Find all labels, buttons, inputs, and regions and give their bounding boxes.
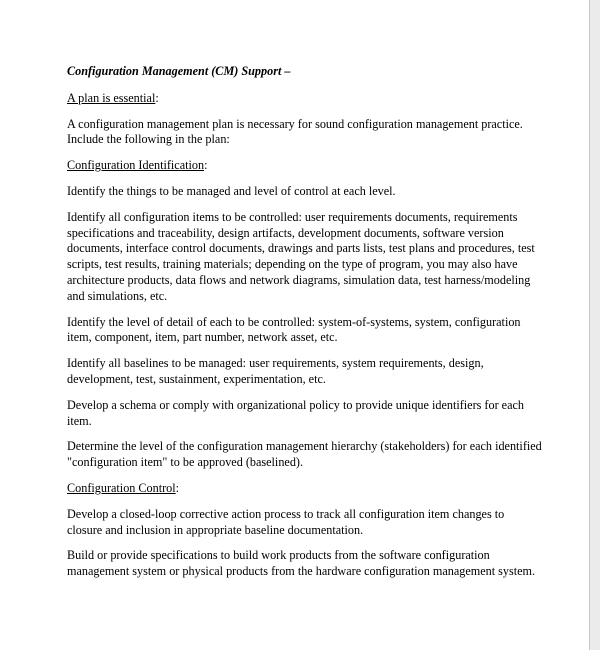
- paragraph: Determine the level of the configuration management hierarchy (stakeholders) for each identified "configuration item" to be approved (baselined).: [67, 439, 542, 470]
- section-heading-plan: [67, 91, 542, 107]
- section-heading-colon: :: [175, 480, 180, 495]
- section-heading-control: [67, 481, 542, 497]
- section-heading-label: A plan is essential: [67, 90, 156, 105]
- paragraph: Develop a closed-loop corrective action process to track all configuration item changes to closure and inclusion in appropriate baseline documentation.: [67, 506, 505, 537]
- section-heading-label: Configuration Identification: [67, 158, 205, 173]
- document-content: [67, 64, 542, 590]
- document-title: Configuration Management (CM) Support –: [67, 64, 291, 78]
- section-heading-colon: :: [204, 158, 208, 173]
- paragraph: Identify the level of detail of each to be controlled: system-of-systems, system, configuration item, component, item, part number, network asset, etc.: [67, 314, 521, 345]
- section-heading-colon: :: [155, 90, 159, 105]
- paragraph: Develop a schema or comply with organizational policy to provide unique identifiers for each item.: [67, 397, 525, 428]
- paragraph: Build or provide specifications to build work products from the software configuration management system or physical products from the hardware configuration management system.: [67, 548, 536, 579]
- paragraph: A configuration management plan is necessary for sound configuration management practice. Include the following in the plan:: [67, 116, 523, 147]
- paragraph: Identify all baselines to be managed: user requirements, system requirements, design, development, test, sustainment, experimentation, etc.: [67, 356, 484, 386]
- section-heading-identification: [67, 158, 542, 174]
- viewer-scroll-track[interactable]: [590, 0, 600, 650]
- paragraph: Identify the things to be managed and level of control at each level.: [67, 183, 396, 198]
- paragraph: Identify all configuration items to be controlled: user requirements documents, requirements specifications and traceability, design artifacts, development documents, software version documents, interface control documents, drawings and parts lists, test plans and procedures, test scripts, test results, training materials; depending on the type of program, you may also have architecture products, data flows and network diagrams, simulation data, test harness/modeling and simulations, etc.: [67, 209, 535, 303]
- section-heading-label: Configuration Control: [67, 480, 176, 495]
